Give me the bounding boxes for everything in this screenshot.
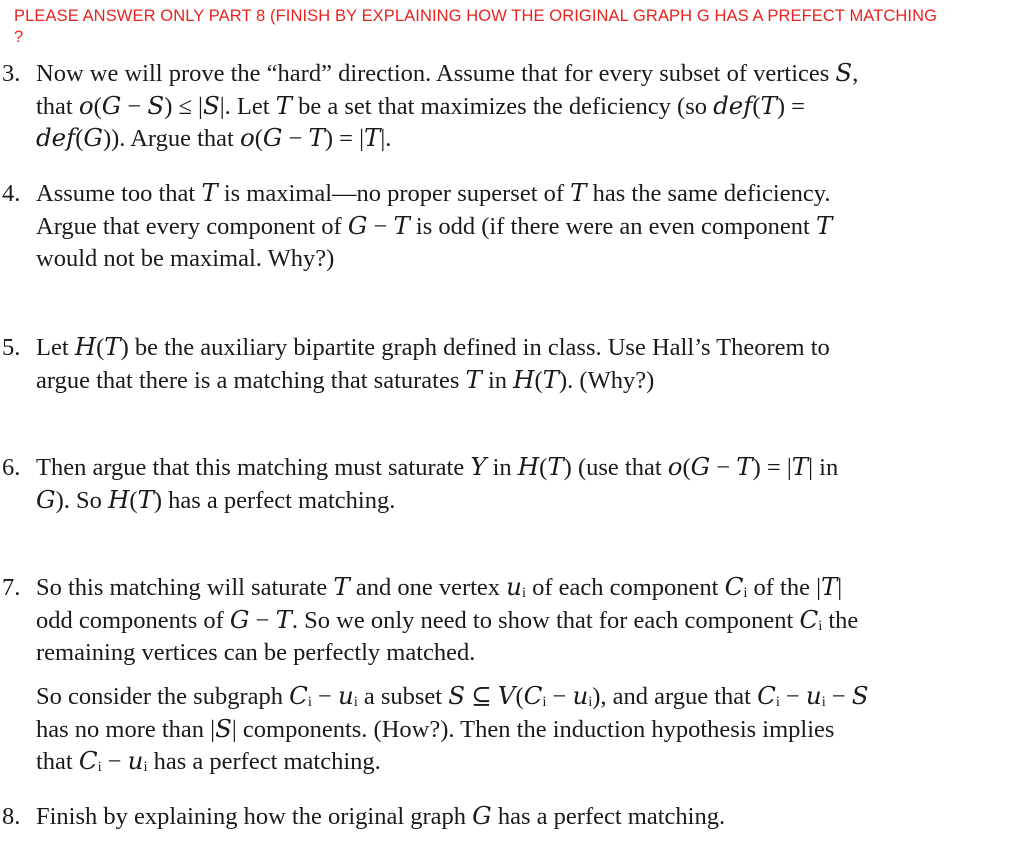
item-text-line: remaining vertices can be perfectly matched. <box>36 639 476 666</box>
item-text-line: that 𝐶ᵢ − 𝑢ᵢ has a perfect matching. <box>36 748 381 775</box>
item-text-line: So consider the subgraph 𝐶ᵢ − 𝑢ᵢ a subset 𝑆 ⊆ 𝑉(𝐶ᵢ − 𝑢ᵢ), and argue that 𝐶ᵢ − 𝑢ᵢ − 𝑆 <box>36 683 869 710</box>
problem-item-3 <box>0 58 1018 156</box>
problem-item-5 <box>0 332 1018 397</box>
item-text-line: has no more than |𝑆| components. (How?). Then the induction hypothesis implies <box>36 715 835 743</box>
item-number: 4. <box>2 180 21 207</box>
item-text-line: Then argue that this matching must saturate 𝑌 in 𝐻(𝑇) (use that 𝑜(𝐺 − 𝑇) = |𝑇| in <box>36 454 839 481</box>
item-number: 8. <box>2 803 21 830</box>
item-text-line: odd components of 𝐺 − 𝑇. So we only need to show that for each component 𝐶ᵢ the <box>36 606 859 634</box>
item-text-line: argue that there is a matching that saturates 𝑇 in 𝐻(𝑇). (Why?) <box>36 366 655 394</box>
item-text-line: Now we will prove the “hard” direction. Assume that for every subset of vertices 𝑆, <box>36 60 859 87</box>
item-number: 6. <box>2 454 21 481</box>
item-number: 3. <box>2 60 21 87</box>
item-text-line: So this matching will saturate 𝑇 and one vertex 𝑢ᵢ of each component 𝐶ᵢ of the |𝑇| <box>36 574 843 601</box>
problem-item-6 <box>0 452 1018 517</box>
item-text-line: would not be maximal. Why?) <box>36 245 335 272</box>
item-text-line: Let 𝐻(𝑇) be the auxiliary bipartite graph defined in class. Use Hall’s Theorem to <box>36 334 830 361</box>
problem-item-7 <box>0 572 1018 670</box>
item-text-line: 𝑑𝑒𝑓(𝐺)). Argue that 𝑜(𝐺 − 𝑇) = |𝑇|. <box>36 125 392 152</box>
item-text-line: Argue that every component of 𝐺 − 𝑇 is odd (if there were an even component 𝑇 <box>36 212 833 240</box>
item-number: 7. <box>2 574 21 601</box>
problem-item-7-subparagraph <box>36 681 1016 779</box>
item-text-line: Finish by explaining how the original graph 𝐺 has a perfect matching. <box>36 803 726 830</box>
item-text-line: 𝐺). So 𝐻(𝑇) has a perfect matching. <box>36 486 396 514</box>
item-text-line: Assume too that 𝑇 is maximal—no proper superset of 𝑇 has the same deficiency. <box>36 180 831 207</box>
problem-item-4 <box>0 178 1018 276</box>
item-number: 5. <box>2 334 21 361</box>
problem-item-8 <box>0 801 1018 834</box>
instruction-note <box>14 6 1014 48</box>
item-text-line: that 𝑜(𝐺 − 𝑆) ≤ |𝑆|. Let 𝑇 be a set that maximizes the deficiency (so 𝑑𝑒𝑓(𝑇) = <box>36 92 805 120</box>
instruction-note-line-2: ? <box>14 28 24 46</box>
instruction-note-line-1: PLEASE ANSWER ONLY PART 8 (FINISH BY EXPLAINING HOW THE ORIGINAL GRAPH G HAS A PREFECT MATCHING <box>14 7 938 25</box>
